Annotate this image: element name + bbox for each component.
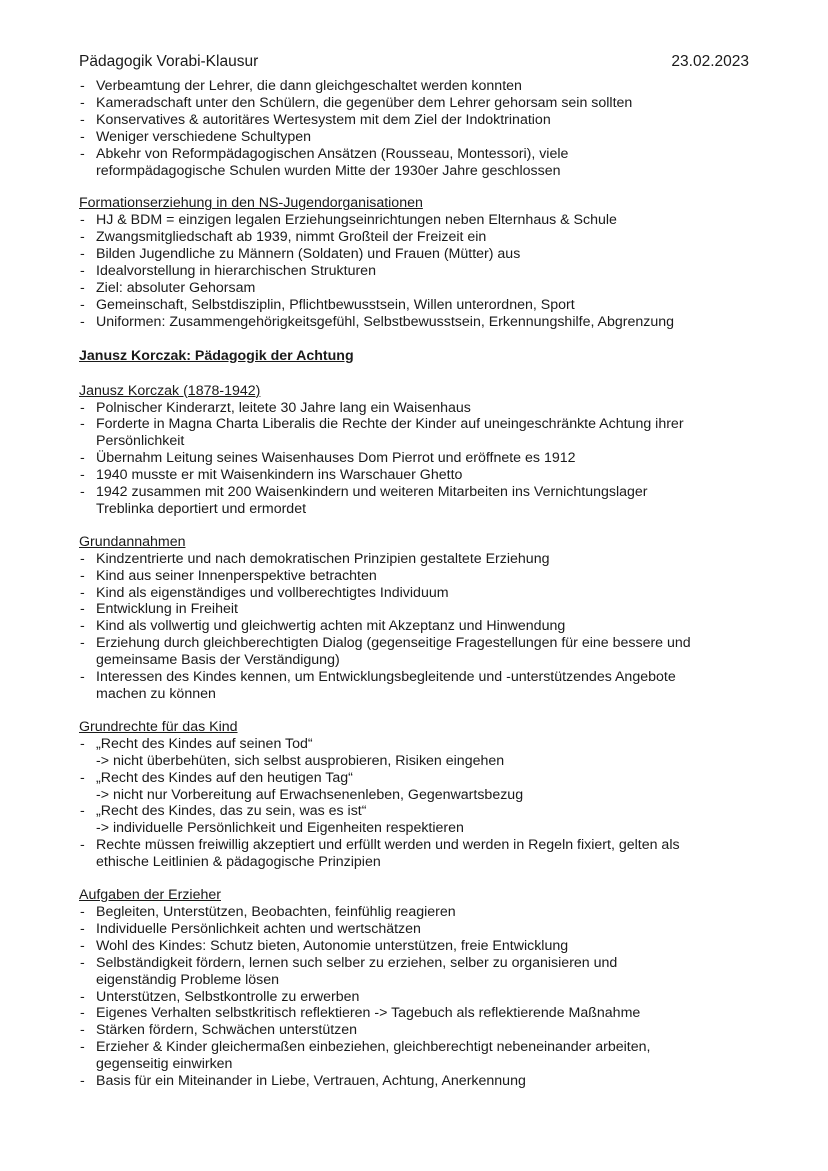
bullet-dash: - — [80, 937, 85, 954]
bullet-dash: - — [80, 399, 85, 416]
list-item-text: Interessen des Kindes kennen, um Entwicklungsbegleitende und -unterstützendes Angebote machen zu können — [96, 669, 676, 702]
list-item — [79, 736, 749, 770]
bullet-dash: - — [80, 416, 85, 433]
list-item-text: „Recht des Kindes auf den heutigen Tag“ -> nicht nur Vorbereitung auf Erwachsenenleben, Gegenwartsbezug — [96, 769, 524, 803]
section-heading: Aufgaben der Erzieher — [79, 887, 221, 904]
list-item-text: Eigenes Verhalten selbstkritisch reflektieren -> Tagebuch als reflektierende Maßnahme — [96, 1005, 641, 1022]
list-item — [79, 904, 749, 921]
list-item — [79, 551, 749, 568]
list-item-text: Begleiten, Unterstützen, Beobachten, feinfühlig reagieren — [96, 903, 456, 920]
list-item — [79, 112, 749, 129]
list-item-text: Kind als vollwertig und gleichwertig achten mit Akzeptanz und Hinwendung — [96, 618, 566, 635]
list-item-text: „Recht des Kindes, das zu sein, was es ist“ -> individuelle Persönlichkeit und Eigenheiten respektieren — [96, 803, 464, 837]
list-item — [79, 568, 749, 585]
bullet-dash: - — [80, 78, 85, 94]
grundannahmen-list — [79, 551, 749, 703]
list-item — [79, 601, 749, 618]
bullet-dash: - — [80, 550, 85, 567]
list-item-text: Forderte in Magna Charta Liberalis die Rechte der Kinder auf uneingeschränkte Achtung ihrer Persönlichkeit — [96, 416, 684, 450]
formation-list — [79, 212, 749, 330]
bullet-dash: - — [80, 1039, 85, 1056]
section-aufgaben — [79, 887, 749, 1090]
bullet-dash: - — [80, 1005, 85, 1022]
list-item — [79, 400, 749, 417]
list-item — [79, 938, 749, 955]
list-item — [79, 955, 749, 989]
list-item-text: Weniger verschiedene Schultypen — [96, 128, 312, 145]
main-section-title-block — [79, 348, 749, 365]
list-item-text: Polnischer Kinderarzt, leitete 30 Jahre lang ein Waisenhaus — [96, 399, 471, 416]
list-item — [79, 212, 749, 229]
list-item-text: Wohl des Kindes: Schutz bieten, Autonomie unterstützen, freie Entwicklung — [96, 937, 569, 954]
list-item — [79, 229, 749, 246]
list-item-text: Selbständigkeit fördern, lernen such selber zu erziehen, selber zu organisieren und eigenständig Probleme lösen — [96, 954, 618, 988]
list-item-text: 1942 zusammen mit 200 Waisenkindern und weiteren Mitarbeiten ins Vernichtungslager Treblinka deportiert und ermordet — [96, 484, 648, 517]
list-item — [79, 129, 749, 146]
bullet-dash: - — [80, 567, 85, 584]
bullet-dash: - — [80, 618, 85, 635]
bullet-dash: - — [80, 467, 85, 484]
list-item-text: Entwicklung in Freiheit — [96, 601, 238, 618]
list-item — [79, 314, 749, 331]
bullet-dash: - — [80, 450, 85, 467]
list-item — [79, 618, 749, 635]
list-item — [79, 635, 749, 669]
bullet-dash: - — [80, 128, 85, 145]
list-item — [79, 1005, 749, 1022]
biography-list — [79, 400, 749, 518]
section-grundrechte — [79, 719, 749, 871]
list-item — [79, 921, 749, 938]
section-heading: Formationserziehung in den NS-Jugendorganisationen — [79, 195, 423, 212]
main-section-heading: Janusz Korczak: Pädagogik der Achtung — [79, 347, 354, 364]
page-header — [79, 52, 749, 71]
list-item — [79, 837, 749, 871]
bullet-dash: - — [80, 279, 85, 296]
intro-list — [79, 78, 749, 179]
list-item — [79, 95, 749, 112]
list-item-text: „Recht des Kindes auf seinen Tod“ -> nicht überbehüten, sich selbst ausprobieren, Risiken eingehen — [96, 735, 505, 769]
bullet-dash: - — [80, 635, 85, 652]
section-heading: Grundannahmen — [79, 533, 186, 550]
aufgaben-list — [79, 904, 749, 1090]
list-item — [79, 585, 749, 602]
section-formation — [79, 195, 749, 330]
bullet-dash: - — [80, 803, 85, 820]
list-item — [79, 280, 749, 297]
bullet-dash: - — [80, 145, 85, 162]
bullet-dash: - — [80, 954, 85, 971]
document-page — [79, 52, 749, 1090]
bullet-dash: - — [80, 769, 85, 786]
list-item — [79, 1039, 749, 1073]
bullet-dash: - — [80, 837, 85, 854]
list-item-text: Konservatives & autoritäres Wertesystem mit dem Ziel der Indoktrination — [96, 111, 551, 128]
section-heading: Janusz Korczak (1878-1942) — [79, 382, 261, 399]
bullet-dash: - — [80, 669, 85, 686]
bullet-dash: - — [80, 735, 85, 752]
list-item-text: 1940 musste er mit Waisenkindern ins Warschauer Ghetto — [96, 467, 463, 484]
list-item — [79, 484, 749, 518]
list-item-text: Kind als eigenständiges und vollberechtigtes Individuum — [96, 584, 449, 601]
bullet-dash: - — [80, 229, 85, 246]
list-item-text: Übernahm Leitung seines Waisenhauses Dom Pierrot und eröffnete es 1912 — [96, 450, 576, 467]
list-item — [79, 246, 749, 263]
list-item — [79, 297, 749, 314]
list-item — [79, 78, 749, 95]
list-item-text: Rechte müssen freiwillig akzeptiert und erfüllt werden und werden in Regeln fixiert, gelten als ethische Leitlinien & pädagogische Prinzipien — [96, 837, 680, 871]
bullet-dash: - — [80, 263, 85, 280]
list-item — [79, 416, 749, 450]
list-item — [79, 146, 749, 180]
list-item-text: Verbeamtung der Lehrer, die dann gleichgeschaltet werden konnten — [96, 78, 522, 94]
section-biography — [79, 383, 749, 518]
bullet-dash: - — [80, 1073, 85, 1090]
list-item-text: Gemeinschaft, Selbstdisziplin, Pflichtbewusstsein, Willen unterordnen, Sport — [96, 296, 575, 313]
grundrechte-list — [79, 736, 749, 871]
list-item — [79, 1022, 749, 1039]
bullet-dash: - — [80, 903, 85, 920]
list-item-text: Stärken fördern, Schwächen unterstützen — [96, 1022, 358, 1039]
list-item-text: Ziel: absoluter Gehorsam — [96, 279, 256, 296]
bullet-dash: - — [80, 584, 85, 601]
list-item-text: Erziehung durch gleichberechtigten Dialog (gegenseitige Fragestellungen für eine bessere und gemeinsame Basis der Verständigung) — [96, 635, 691, 669]
bullet-dash: - — [80, 246, 85, 263]
list-item-text: Individuelle Persönlichkeit achten und wertschätzen — [96, 920, 421, 937]
list-item — [79, 989, 749, 1006]
bullet-dash: - — [80, 988, 85, 1005]
bullet-dash: - — [80, 111, 85, 128]
list-item-text: Basis für ein Miteinander in Liebe, Vertrauen, Achtung, Anerkennung — [96, 1073, 526, 1090]
list-item-text: HJ & BDM = einzigen legalen Erziehungseinrichtungen neben Elternhaus & Schule — [96, 212, 617, 229]
bullet-dash: - — [80, 296, 85, 313]
list-item-text: Erzieher & Kinder gleichermaßen einbeziehen, gleichberechtigt nebeneinander arbeiten, gegenseitig einwirken — [96, 1039, 651, 1073]
bullet-dash: - — [80, 484, 85, 501]
bullet-dash: - — [80, 212, 85, 229]
document-date: 23.02.2023 — [671, 53, 749, 70]
list-item-text: Zwangsmitgliedschaft ab 1939, nimmt Großteil der Freizeit ein — [96, 229, 487, 246]
list-item-text: Idealvorstellung in hierarchischen Strukturen — [96, 263, 376, 280]
section-heading: Grundrechte für das Kind — [79, 718, 238, 735]
list-item-text: Kameradschaft unter den Schülern, die gegenüber dem Lehrer gehorsam sein sollten — [96, 94, 633, 111]
list-item — [79, 669, 749, 703]
bullet-dash: - — [80, 920, 85, 937]
list-item — [79, 263, 749, 280]
list-item — [79, 1073, 749, 1090]
list-item — [79, 450, 749, 467]
list-item-text: Bilden Jugendliche zu Männern (Soldaten) und Frauen (Mütter) aus — [96, 246, 521, 263]
list-item — [79, 467, 749, 484]
list-item-text: Unterstützen, Selbstkontrolle zu erwerben — [96, 988, 360, 1005]
bullet-dash: - — [80, 601, 85, 618]
bullet-dash: - — [80, 1022, 85, 1039]
bullet-dash: - — [80, 94, 85, 111]
bullet-dash: - — [80, 313, 85, 330]
list-item — [79, 803, 749, 837]
document-title: Pädagogik Vorabi-Klausur — [79, 53, 259, 70]
section-grundannahmen — [79, 534, 749, 703]
list-item-text: Kind aus seiner Innenperspektive betrachten — [96, 567, 377, 584]
list-item-text: Abkehr von Reformpädagogischen Ansätzen (Rousseau, Montessori), viele reformpädagogische Schulen wurden Mitte der 1930er Jahre geschlossen — [96, 145, 569, 179]
list-item — [79, 770, 749, 804]
list-item-text: Kindzentrierte und nach demokratischen Prinzipien gestaltete Erziehung — [96, 550, 550, 567]
list-item-text: Uniformen: Zusammengehörigkeitsgefühl, Selbstbewusstsein, Erkennungshilfe, Abgrenzung — [96, 313, 675, 330]
